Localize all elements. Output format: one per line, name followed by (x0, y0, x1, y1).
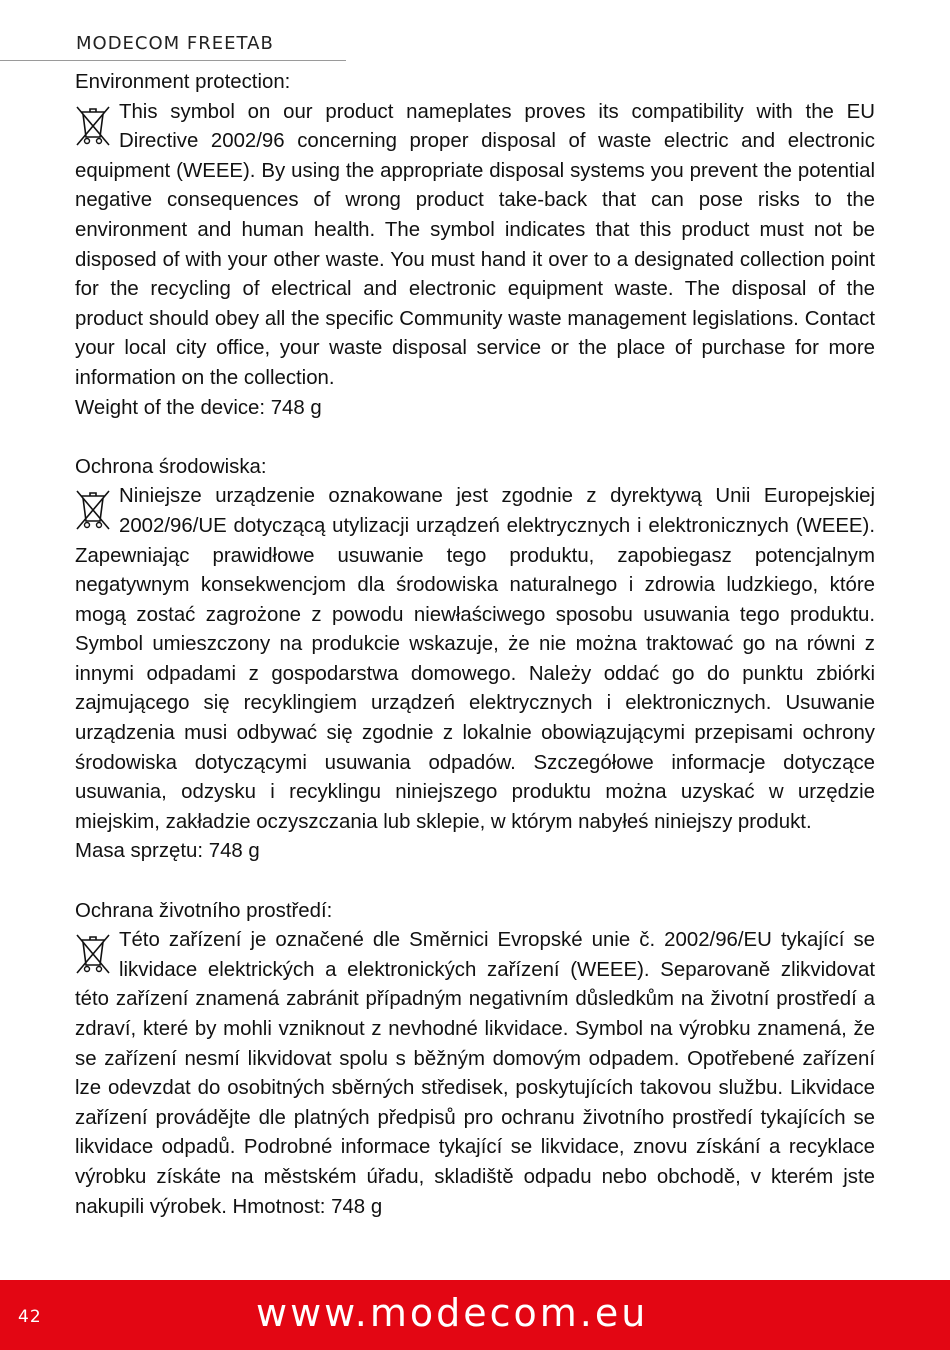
page-header (0, 32, 346, 61)
section-body (75, 482, 875, 837)
section-heading: Ochrana životního prostředí: (75, 899, 333, 922)
weee-crossed-bin-icon (75, 931, 111, 981)
weee-crossed-bin-icon (75, 103, 111, 153)
section-environment-protection-pl (75, 453, 875, 867)
header-title: MODECOM FREETAB (76, 33, 274, 54)
section-body-text: Niniejsze urządzenie oznakowane jest zgodnie z dyrektywą Unii Europejskiej 2002/96/UE dotyczącą utylizacji urządzeń elektrycznych i elektronicznych (WEEE). Zapewniając prawidłowe usuwanie tego produktu, zapobiegasz potencjalnym negatywnym konsekwencjom dla środowiska naturalnego i zdrowia ludzkiego, które mogą zostać zagrożone z powodu niewłaściwego sposobu usuwania tego produktu. Symbol umieszczony na produkcie wskazuje, że nie można traktować go na równi z innymi odpadami z gospodarstwa domowego. Należy oddać go do punktu zbiórki zajmującego się recyklingiem urządzeń elektrycznych i elektronicznych. Usuwanie urządzenia musi odbywać się zgodnie z lokalnie obowiązującymi przepisami ochrony środowiska dotyczącymi usuwania odpadów. Szczegółowe informacje dotyczące usuwania, odzysku i recyklingu niniejszego produktu można uzyskać w urzędzie miejskim, zakładzie oczyszczania lub sklepie, w którym nabyłeś niniejszy produkt. (75, 485, 875, 833)
page-content (75, 68, 875, 1252)
page-footer (0, 1280, 950, 1350)
section-heading: Ochrona środowiska: (75, 455, 267, 478)
section-heading: Environment protection: (75, 71, 291, 93)
section-body-text: Této zařízení je označené dle Směrnici Evropské unie č. 2002/96/EU tykající se likvidace elektrických a elektronických zařízení (WEEE). Separovaně zlikvidovat této zařízení znamená zabránit případným negativním důsledkům na životní prostředí a zdraví, které by mohli vzniknout z nevhodné likvidace. Symbol na výrobku znamená, že se zařízení nesmí likvidovat spolu s běžným domovým odpadem. Opotřebené zařízení lze odevzdat do osobitných sběrných středisek, poskytujících takovou službu. Likvidace zařízení provádějte dle platných předpisů pro ochranu životního prostředí tykajících se likvidace odpadů. Podrobné informace tykající se likvidace, znovu získání a recyklace výrobku získáte na městském úřadu, skladiště odpadu nebo obchodě, v kterém jste nakupili výrobek. Hmotnost: 748 g (75, 929, 875, 1218)
section-environment-protection-en (75, 68, 875, 423)
section-environment-protection-cz (75, 897, 875, 1223)
section-body (75, 926, 875, 1222)
device-weight: Weight of the device: 748 g (75, 396, 322, 419)
page-number: 42 (18, 1307, 42, 1327)
section-body (75, 98, 875, 394)
weee-crossed-bin-icon (75, 487, 111, 537)
section-body-text: This symbol on our product nameplates proves its compatibility with the EU Directive 2002/96 concerning proper disposal of waste electric and electronic equipment (WEEE). By using the appropriate disposal systems you prevent the potential negative consequences of wrong product take-back that can pose risks to the environment and human health. The symbol indicates that this product must not be disposed of with your other waste. You must hand it over to a designated collection point for the recycling of electrical and electronic equipment waste. The disposal of the product should obey all the specific Community waste management legislations. Contact your local city office, your waste disposal service or the place of purchase for more information on the collection. (75, 100, 875, 389)
device-weight: Masa sprzętu: 748 g (75, 840, 260, 863)
website-link[interactable]: www.modecom.eu (256, 1291, 649, 1335)
